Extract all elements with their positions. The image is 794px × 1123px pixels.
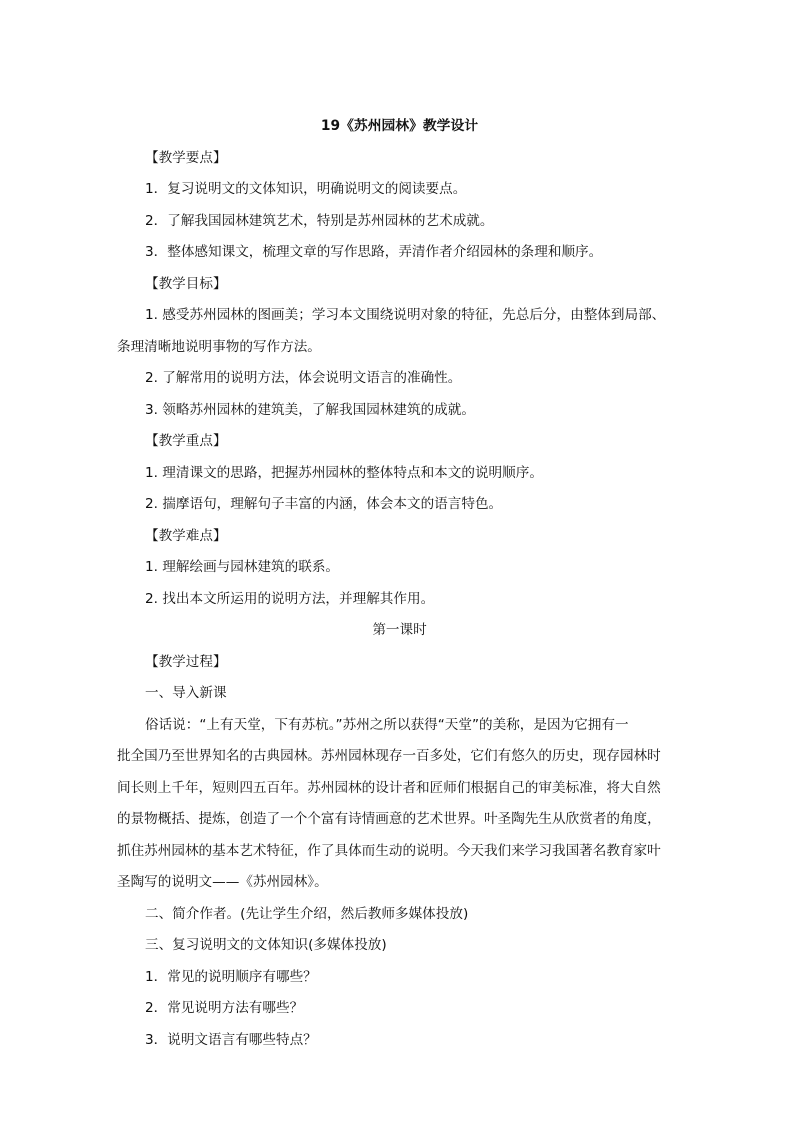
process-step-1: 一、导入新课 [145,685,227,702]
focus-2: 2. 揣摩语句，理解句子丰富的内涵，体会本文的语言特色。 [145,496,503,513]
key-points-heading: 【教学要点】 [145,149,227,166]
question-1: 1．常见的说明顺序有哪些？ [145,968,317,985]
document-title: 19《苏州园林》教学设计 [320,117,479,134]
process-heading: 【教学过程】 [145,653,227,670]
difficulty-1: 1. 理解绘画与园林建筑的联系。 [145,559,340,576]
objective-1-line-2: 条理清晰地说明事物的写作方法。 [117,338,321,355]
key-point-1: 1．复习说明文的文体知识，明确说明文的阅读要点。 [145,181,467,198]
intro-paragraph-line-6: 圣陶写的说明文——《苏州园林》。 [117,874,328,891]
key-point-3: 3．整体感知课文，梳理文章的写作思路，弄清作者介绍园林的条理和顺序。 [145,244,603,261]
intro-paragraph-line-4: 的景物概括、提炼，创造了一个个富有诗情画意的艺术世界。叶圣陶先生从欣赏者的角度， [117,811,661,828]
key-point-2: 2．了解我国园林建筑艺术，特别是苏州园林的艺术成就。 [145,212,494,229]
objectives-heading: 【教学目标】 [145,275,227,292]
process-step-2: 二、简介作者。(先让学生介绍，然后教师多媒体投放) [145,905,469,922]
objective-1-line-1: 1. 感受苏州园林的图画美；学习本文围绕说明对象的特征，先总后分，由整体到局部、 [145,307,666,324]
intro-paragraph-line-5: 抓住苏州园林的基本艺术特征，作了具体而生动的说明。今天我们来学习我国著名教育家叶 [117,842,661,859]
focus-heading: 【教学重点】 [145,433,227,450]
difficulties-heading: 【教学难点】 [145,527,227,544]
question-3: 3．说明文语言有哪些特点？ [145,1031,317,1048]
question-2: 2．常见说明方法有哪些？ [145,1000,304,1017]
difficulty-2: 2. 找出本文所运用的说明方法，并理解其作用。 [145,590,435,607]
intro-paragraph-line-2: 批全国乃至世界知名的古典园林。苏州园林现存一百多处，它们有悠久的历史，现存园林时 [117,748,661,765]
process-step-3: 三、复习说明文的文体知识(多媒体投放) [145,937,387,954]
objective-2: 2. 了解常用的说明方法，体会说明文语言的准确性。 [145,370,462,387]
intro-paragraph-line-1: 俗话说：“上有天堂，下有苏杭。”苏州之所以获得“天堂”的美称，是因为它拥有一 [145,716,629,733]
objective-3: 3. 领略苏州园林的建筑美，了解我国园林建筑的成就。 [145,401,475,418]
intro-paragraph-line-3: 间长则上千年，短则四五百年。苏州园林的设计者和匠师们根据自己的审美标准，将大自然 [117,779,661,796]
document-body [117,100,682,1056]
focus-1: 1. 理清课文的思路，把握苏州园林的整体特点和本文的说明顺序。 [145,464,543,481]
lesson-label: 第一课时 [372,622,427,639]
